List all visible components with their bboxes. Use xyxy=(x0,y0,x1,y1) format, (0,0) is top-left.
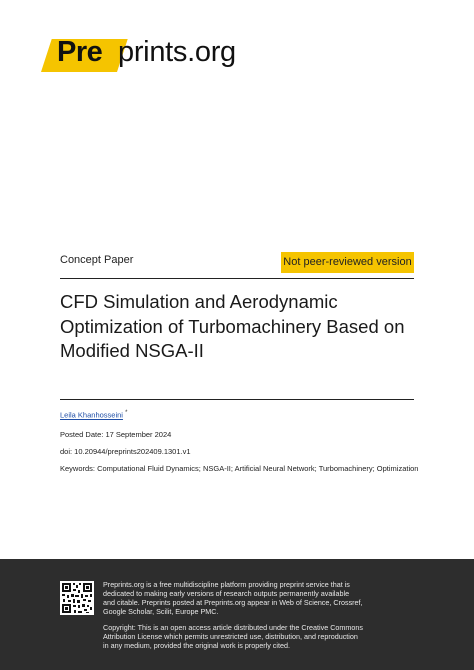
footer-about-text: Preprints.org is a free multidiscipline platform providing preprint service that is dedicated to making early versions of research outputs permanently available and citable. Preprints posted at Preprints.org appear in Web of Science, Crossref, Google Scholar, Scilit, Europe PMC. xyxy=(103,580,363,616)
keywords-text: Keywords: Computational Fluid Dynamics; NSGA-II; Artificial Neural Network; Turbomachinery; Optimization xyxy=(60,464,419,473)
footer-panel xyxy=(0,559,474,670)
page-title: CFD Simulation and Aerodynamic Optimization of Turbomachinery Based on Modified NSGA-II xyxy=(60,291,405,361)
posted-date: Posted Date: 17 September 2024 xyxy=(60,430,172,439)
preprints-logo[interactable] xyxy=(41,38,241,72)
logo-text-pre: Pre xyxy=(57,36,103,68)
review-status-badge: Not peer-reviewed version xyxy=(281,252,414,273)
logo-text-rest: prints.org xyxy=(118,36,236,68)
paper-type-label: Concept Paper xyxy=(60,254,134,266)
author-link[interactable]: Leila Khanhosseini xyxy=(60,410,123,420)
footer-copyright-text: Copyright: This is an open access article distributed under the Creative Commons Attribution License which permits unrestricted use, distribution, and reproduction in any medium, provided the original work is properly cited. xyxy=(103,623,363,650)
author-line xyxy=(60,410,127,420)
title-top-divider xyxy=(60,278,414,279)
title-bottom-divider xyxy=(60,399,414,400)
doi-text: doi: 10.20944/preprints202409.1301.v1 xyxy=(60,447,191,456)
qr-code-icon[interactable] xyxy=(60,581,94,615)
author-mark: * xyxy=(125,410,128,416)
